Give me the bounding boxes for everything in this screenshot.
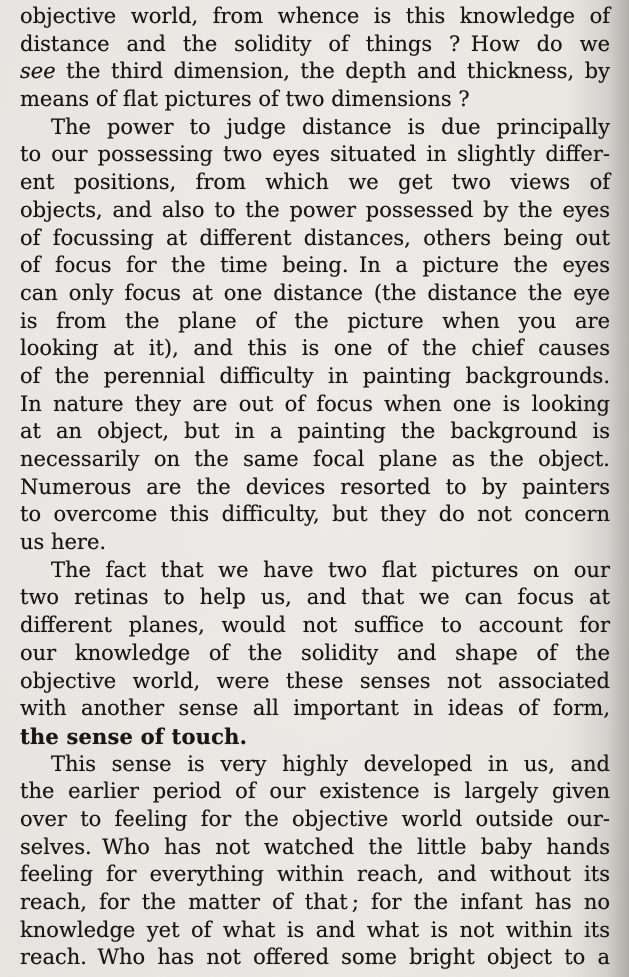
text-line xyxy=(20,917,610,945)
text-run: can only focus at one distance (the distance the eye xyxy=(20,280,610,305)
text-line xyxy=(20,169,610,197)
text-line xyxy=(20,418,610,446)
text-line xyxy=(20,31,610,59)
text-line xyxy=(20,308,610,336)
text-line xyxy=(20,252,610,280)
text-line xyxy=(20,723,610,751)
text-run: selves. Who has not watched the little baby hands xyxy=(20,834,610,859)
text-line xyxy=(20,474,610,502)
text-run: us here. xyxy=(20,530,107,555)
text-run: to overcome this difficulty, but they do not concern xyxy=(20,502,610,527)
text-line xyxy=(20,668,610,696)
text-run: Numerous are the devices resorted to by painters xyxy=(20,474,610,499)
text-run: objective world, from whence is this knowledge of xyxy=(20,4,610,28)
text-line xyxy=(20,141,610,169)
text-run: knowledge yet of what is and what is not within its xyxy=(20,917,610,942)
text-run: of focussing at different distances, others being out xyxy=(20,225,610,250)
text-line xyxy=(20,86,610,114)
text-run: of focus for the time being. In a picture the eyes xyxy=(20,253,610,278)
text-run: objective world, were these senses not associated xyxy=(20,668,610,693)
text-line xyxy=(20,834,610,862)
text-line xyxy=(20,695,610,723)
italic-text-run: see xyxy=(20,59,56,84)
text-run: different planes, would not suffice to account for xyxy=(20,613,610,638)
bold-text-run: the sense of touch. xyxy=(20,723,248,749)
text-line xyxy=(20,114,610,142)
text-run: The fact that we have two flat pictures on our xyxy=(51,557,610,582)
text-line xyxy=(20,612,610,640)
text-line xyxy=(20,197,610,225)
text-line xyxy=(20,391,610,419)
text-line xyxy=(20,363,610,391)
text-run: the third dimension, the depth and thickness, by xyxy=(55,59,610,84)
text-line xyxy=(20,861,610,889)
text-line xyxy=(20,584,610,612)
text-run: our knowledge of the solidity and shape of the xyxy=(20,640,610,665)
text-line xyxy=(20,3,610,31)
text-line xyxy=(20,640,610,668)
text-line xyxy=(20,889,610,917)
text-line xyxy=(20,280,610,308)
text-run: with another sense all important in ideas of form, xyxy=(20,696,610,721)
text-run: over to feeling for the objective world outside our- xyxy=(20,806,610,831)
text-line xyxy=(20,335,610,363)
text-run: This sense is very highly developed in us, and xyxy=(51,751,610,776)
text-run: distance and the solidity of things ? How do we xyxy=(20,31,610,56)
text-line xyxy=(20,778,610,806)
text-run: is from the plane of the picture when you are xyxy=(20,308,610,333)
text-line xyxy=(20,58,610,86)
text-run: to our possessing two eyes situated in slightly differ- xyxy=(20,142,610,167)
text-run: reach, for the matter of that ; for the infant has no xyxy=(20,890,610,914)
text-run: feeling for everything within reach, and without its xyxy=(20,862,610,887)
text-run: of the perennial difficulty in painting backgrounds. xyxy=(20,363,610,388)
text-run: at an object, but in a painting the background is xyxy=(20,419,610,444)
text-run: In nature they are out of focus when one is looking xyxy=(20,391,610,416)
text-line xyxy=(20,446,610,474)
text-line xyxy=(20,529,610,557)
text-line xyxy=(20,225,610,253)
text-run: reach. Who has not offered some bright object to a xyxy=(20,945,610,970)
text-run: means of flat pictures of two dimensions ? xyxy=(20,87,470,112)
text-line xyxy=(20,557,610,585)
text-run: the earlier period of our existence is largely given xyxy=(20,779,610,804)
text-line xyxy=(20,944,610,972)
text-line xyxy=(20,806,610,834)
text-run: necessarily on the same focal plane as the object. xyxy=(20,447,610,471)
page-text xyxy=(20,3,610,972)
text-run: looking at it), and this is one of the chief causes xyxy=(20,336,610,361)
text-line xyxy=(20,751,610,779)
text-run: objects, and also to the power possessed by the eyes xyxy=(20,197,610,222)
text-run: two retinas to help us, and that we can focus at xyxy=(20,585,610,610)
text-line xyxy=(20,501,610,529)
text-run: The power to judge distance is due principally xyxy=(51,114,610,139)
text-run: ent positions, from which we get two views of xyxy=(20,170,610,195)
